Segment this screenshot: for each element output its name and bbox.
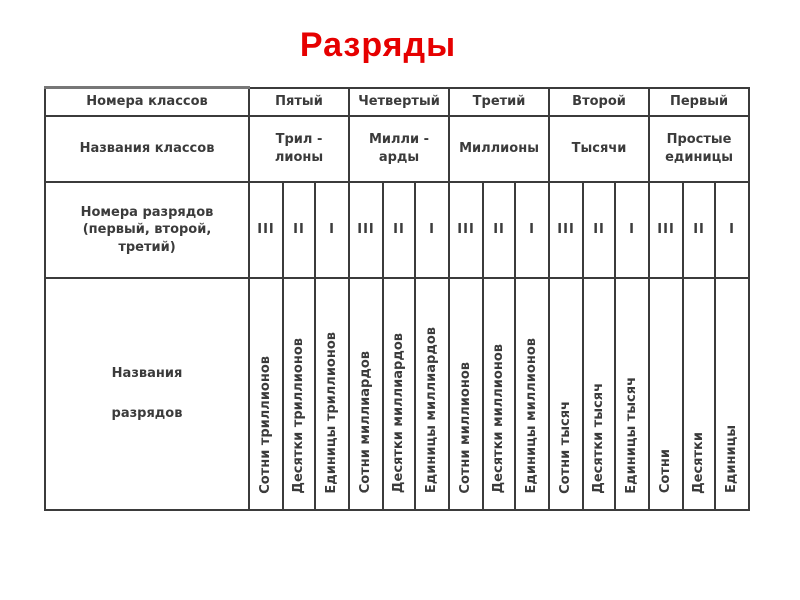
rank-numbers-label-line: третий) [118, 239, 176, 255]
rank-numeral: I [415, 182, 449, 278]
class-names-row [45, 116, 749, 182]
class-name-line: Миллионы [459, 141, 539, 157]
class-name-cell [249, 116, 349, 182]
rank-name: Сотни триллионов [258, 355, 274, 494]
rank-numeral: I [515, 182, 549, 278]
class-numbers-row [45, 88, 749, 117]
rank-numeral: II [483, 182, 515, 278]
rank-numbers-row [45, 182, 749, 278]
rank-numeral: II [283, 182, 315, 278]
rank-name: Единицы миллионов [524, 337, 540, 494]
rank-name: Сотни тысяч [558, 400, 574, 494]
rank-names-label-line: разрядов [111, 406, 183, 421]
rank-numeral: II [683, 182, 715, 278]
rank-name: Сотни миллиардов [358, 351, 374, 494]
rank-name: Сотни миллионов [458, 361, 474, 494]
rank-name-cell [283, 278, 315, 510]
rank-name-cell [615, 278, 649, 510]
rank-numeral: II [583, 182, 615, 278]
rank-names-label-line: Названия [111, 366, 183, 382]
rank-name-cell [415, 278, 449, 510]
class-number-cell: Пятый [249, 88, 349, 117]
rank-name: Десятки миллионов [491, 344, 507, 494]
class-name-cell [349, 116, 449, 182]
class-name-line: единицы [665, 150, 733, 165]
rank-name: Десятки тысяч [591, 382, 607, 494]
class-number-cell: Первый [649, 88, 749, 117]
rank-name: Единицы триллионов [324, 331, 340, 494]
rank-numeral: I [315, 182, 349, 278]
rank-numeral: I [615, 182, 649, 278]
rank-numbers-label-line: (первый, второй, [82, 222, 212, 238]
rank-name-cell [315, 278, 349, 510]
rank-numeral: III [449, 182, 483, 278]
rank-name: Единицы [724, 425, 740, 494]
rank-name-cell [515, 278, 549, 510]
class-name-cell [449, 116, 549, 182]
rank-name-cell [249, 278, 283, 510]
rank-name-cell [649, 278, 683, 510]
rank-numeral: I [715, 182, 749, 278]
rank-name: Единицы тысяч [624, 376, 640, 494]
rank-numeral: III [549, 182, 583, 278]
ranks-table [44, 86, 750, 511]
rank-name-cell [349, 278, 383, 510]
rank-name-cell [549, 278, 583, 510]
rank-name: Десятки [691, 431, 707, 494]
rank-name-cell [683, 278, 715, 510]
class-names-label: Названия классов [45, 116, 249, 182]
rank-numeral: III [649, 182, 683, 278]
page-title: Разряды [299, 26, 457, 64]
rank-name-cell [383, 278, 415, 510]
class-name-line: арды [378, 150, 420, 165]
rank-numeral: III [349, 182, 383, 278]
class-name-line: лионы [274, 150, 324, 165]
class-name-line: Милли - [368, 132, 430, 148]
class-name-line: Тысячи [571, 141, 627, 157]
class-name-line: Трил - [275, 132, 323, 148]
rank-numeral: II [383, 182, 415, 278]
rank-numbers-label-line: Номера разрядов [80, 204, 214, 220]
class-numbers-label: Номера классов [45, 88, 249, 117]
rank-numbers-label [45, 182, 249, 278]
rank-name: Единицы миллиардов [424, 327, 440, 494]
class-number-cell: Третий [449, 88, 549, 117]
rank-name: Десятки триллионов [291, 337, 307, 494]
rank-name-cell [715, 278, 749, 510]
rank-name-cell [483, 278, 515, 510]
class-number-cell: Четвертый [349, 88, 449, 117]
rank-names-row [45, 278, 749, 510]
rank-names-label [45, 278, 249, 510]
class-name-cell [549, 116, 649, 182]
rank-name-cell [449, 278, 483, 510]
rank-numeral: III [249, 182, 283, 278]
rank-name-cell [583, 278, 615, 510]
class-name-line: Простые [666, 132, 732, 148]
rank-name: Десятки миллиардов [391, 333, 407, 494]
class-name-cell [649, 116, 749, 182]
rank-name: Сотни [658, 449, 674, 494]
class-number-cell: Второй [549, 88, 649, 117]
